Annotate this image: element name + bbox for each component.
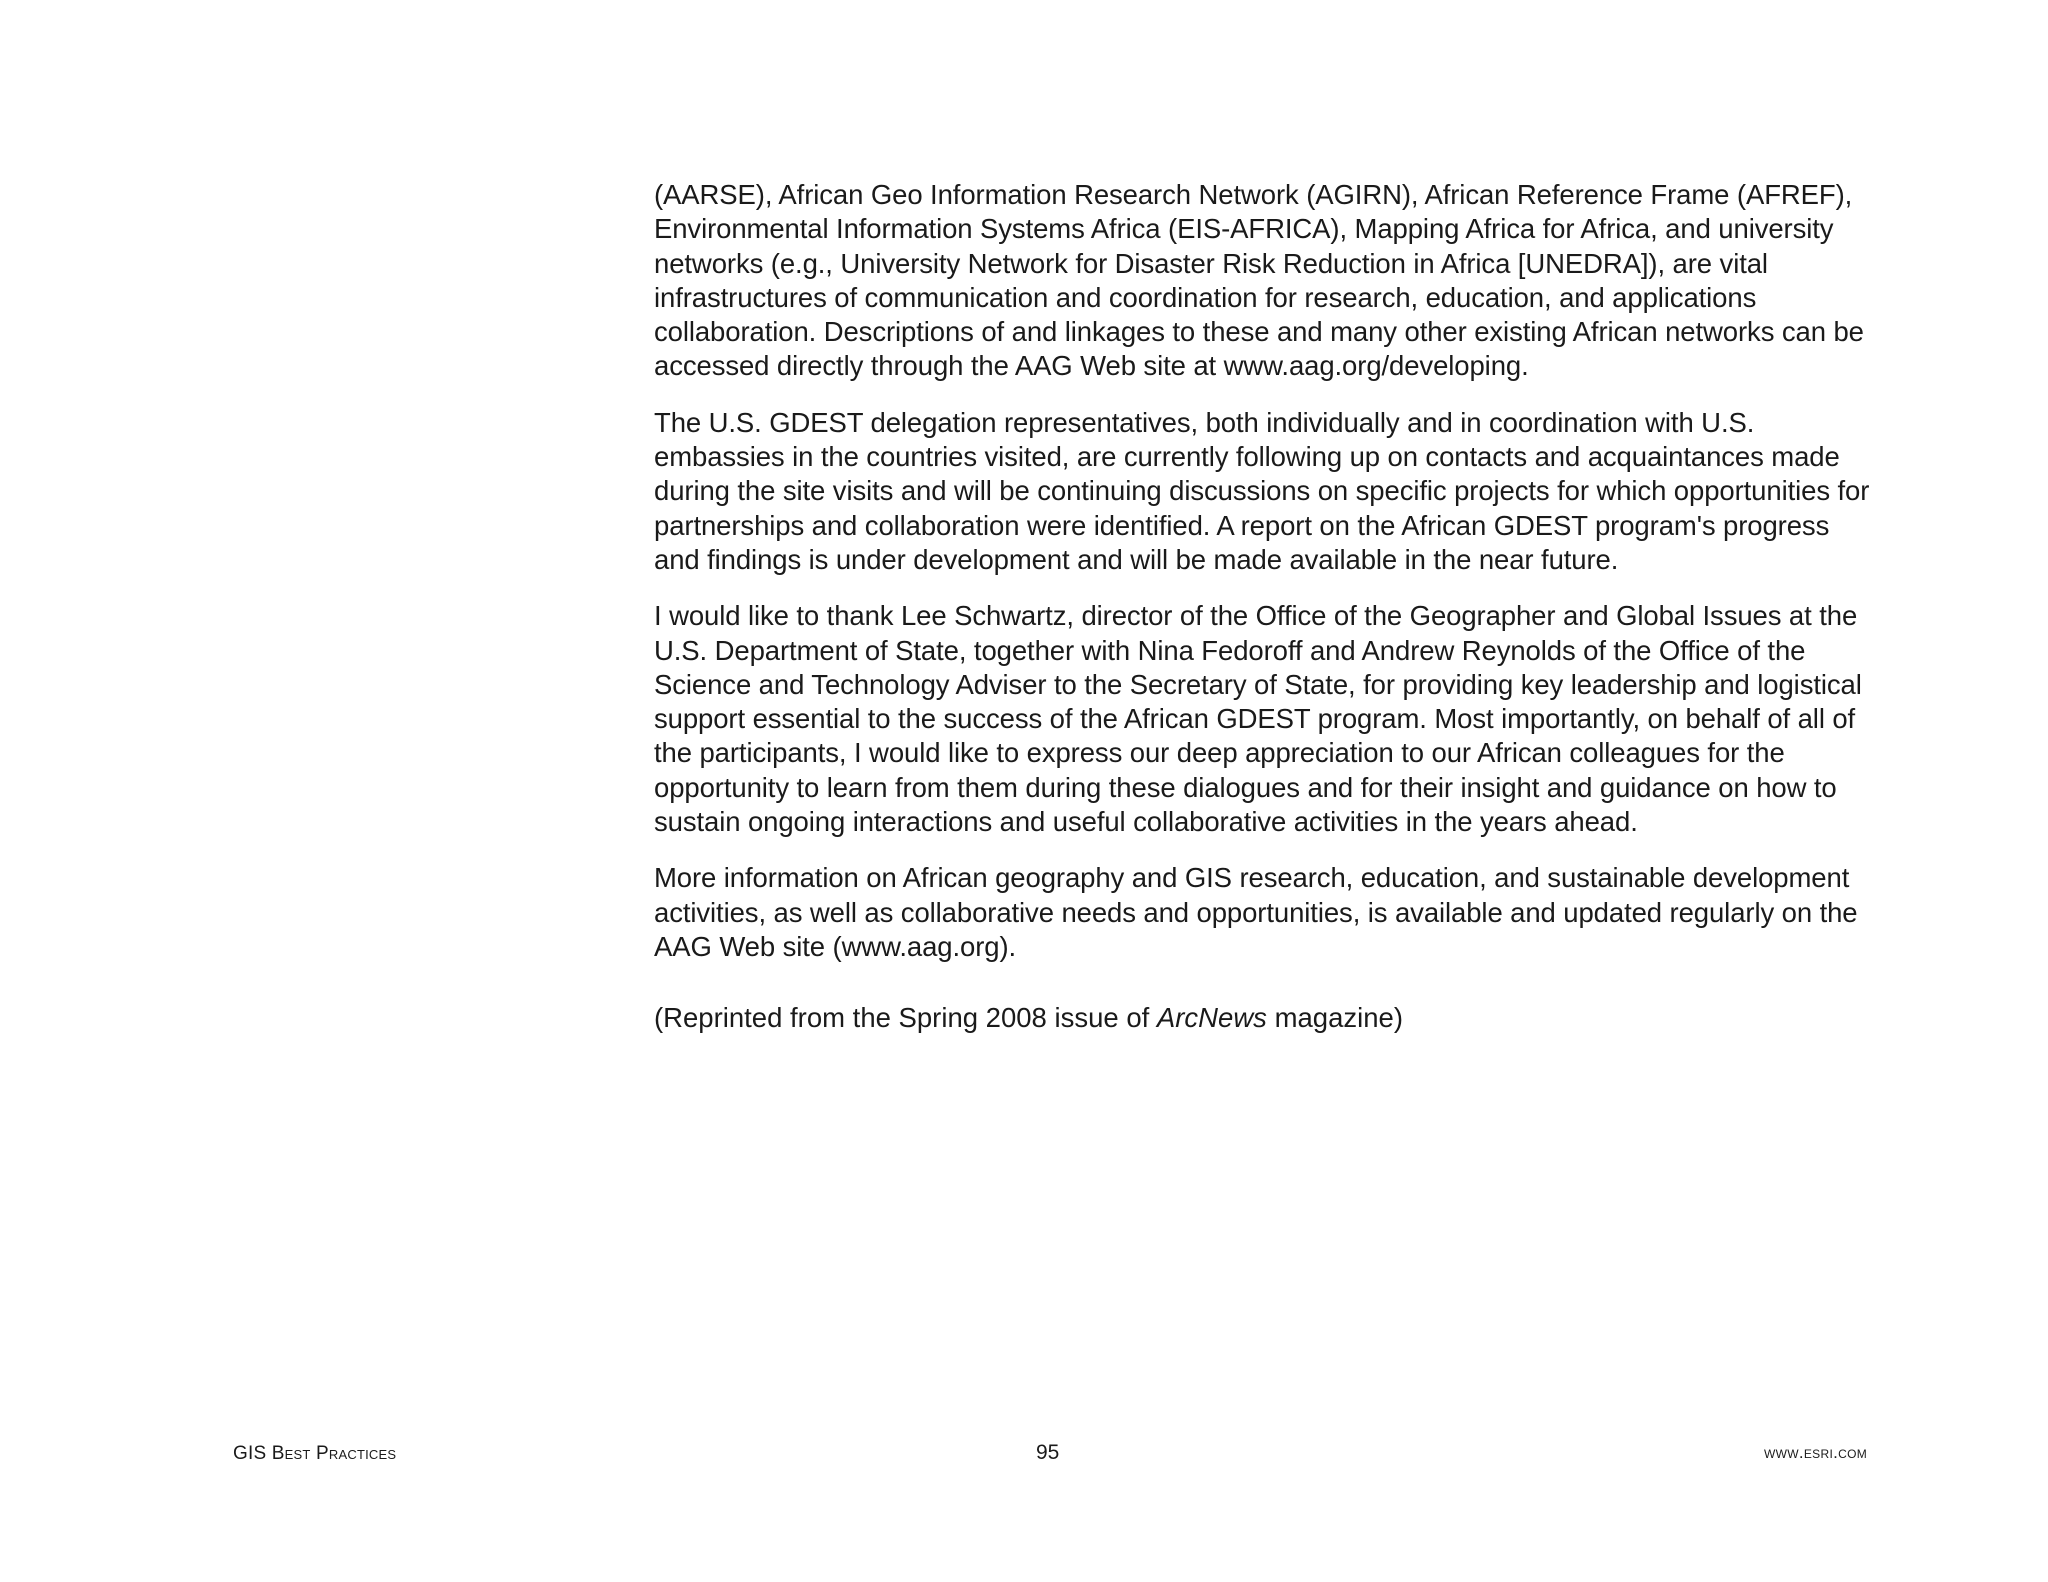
footer-publication-title: GIS Best Practices (233, 1443, 397, 1464)
reprint-note (654, 1001, 1872, 1035)
paragraph-networks: (AARSE), African Geo Information Research Network (AGIRN), African Reference Frame (AFREF), Environmental Information Systems Africa (EIS-AFRICA), Mapping Africa for Africa, and university networks (e.g., University Network for Disaster Risk Reduction in Africa [UNEDRA]), are vital infrastructures of communication and coordination for research, education, and applications collaboration. Descriptions of and linkages to these and many other existing African networks can be accessed directly through the AAG Web site at www.aag.org/developing. (654, 179, 1864, 382)
paragraph-gdest-followup: The U.S. GDEST delegation representatives, both individually and in coordination with U.S. embassies in the countries visited, are currently following up on contacts and acquaintances made during the site visits and will be continuing discussions on specific projects for which opportunities for partnerships and collaboration were identified. A report on the African GDEST program's progress and findings is under development and will be made available in the near future. (654, 406, 1870, 575)
reprint-prefix: (Reprinted from the Spring 2008 issue of (654, 1002, 1157, 1034)
footer-website: www.esri.com (1763, 1443, 1867, 1462)
paragraph-more-information: More information on African geography and GIS research, education, and sustainable development activities, as well as collaborative needs and opportunities, is available and updated regularly on the AAG Web site (www.aag.org). (654, 862, 1858, 962)
reprint-magazine-name: ArcNews (1156, 1002, 1267, 1034)
reprint-suffix: magazine) (1266, 1002, 1403, 1034)
body-text (654, 178, 1872, 1063)
paragraph-acknowledgments: I would like to thank Lee Schwartz, director of the Office of the Geographer and Global Issues at the U.S. Department of State, together with Nina Fedoroff and Andrew Reynolds of the Office of the Science and Technology Adviser to the Secretary of State, for providing key leadership and logistical support essential to the success of the African GDEST program. Most importantly, on behalf of all of the participants, I would like to express our deep appreciation to our African colleagues for the opportunity to learn from them during these dialogues and for their insight and guidance on how to sustain ongoing interactions and useful collaborative activities in the years ahead. (654, 600, 1862, 838)
footer-page-number: 95 (1036, 1441, 1060, 1464)
